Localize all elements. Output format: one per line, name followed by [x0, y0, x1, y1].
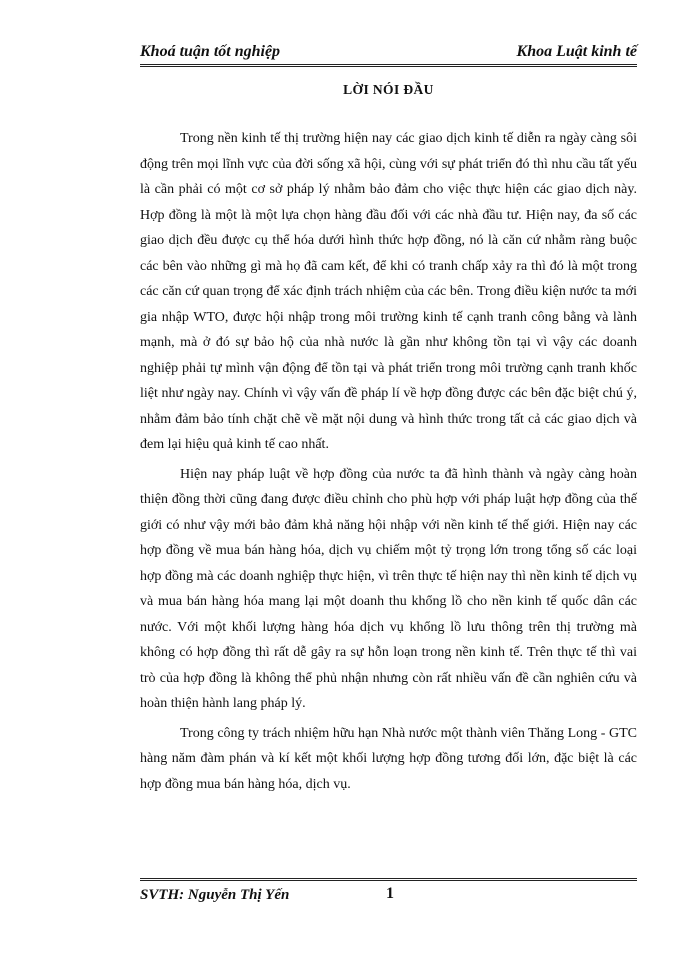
header-faculty-label: Khoa Luật kinh tế [516, 43, 637, 60]
paragraph-1: Trong nền kinh tế thị trường hiện nay các giao dịch kinh tế diễn ra ngày càng sôi động trên mọi lĩnh vực của đời sống xã hội, cùng với sự phát triển đó thì nhu cầu tất yếu là cần phải có một cơ sở pháp lý nhằm bảo đảm cho việc thực hiện các giao dịch này. Hợp đồng là một là một lựa chọn hàng đầu đối với các nhà đầu tư. Hiện nay, đa số các giao dịch đều được cụ thể hóa dưới hình thức hợp đồng, nó là căn cứ nhằm ràng buộc các bên vào những gì mà họ đã cam kết, để khi có tranh chấp xảy ra thì đó là một trong các căn cứ quan trọng để xác định trách nhiệm của các bên. Trong điều kiện nước ta mới gia nhập WTO, được hội nhập trong môi trường kinh tế cạnh tranh công bằng và lành mạnh, mà ở đó sự bảo hộ của nhà nước là gần như không tồn tại vì vậy các doanh nghiệp phải tự mình vận động để tồn tại và phát triển trong môi trường cạnh tranh khốc liệt như ngày nay. Chính vì vậy vấn đề pháp lí về hợp đồng được các bên đặc biệt chú ý, nhằm đảm bảo tính chặt chẽ về mặt nội dung và hình thức trong tất cả các giao dịch và đem lại hiệu quả kinh tế cao nhất. [140, 131, 637, 452]
page-header [140, 38, 637, 67]
page-title: LỜI NÓI ĐẦU [343, 82, 434, 97]
document-body [140, 126, 637, 801]
footer-author: SVTH: Nguyễn Thị Yến [140, 887, 290, 903]
header-thesis-label: Khoá tuận tốt nghiệp [140, 43, 281, 60]
paragraph-2: Hiện nay pháp luật về hợp đồng của nước ta đã hình thành và ngày càng hoàn thiện đồng thời cũng đang được điều chỉnh cho phù hợp với pháp luật hợp đồng của thế giới có như vậy mới bảo đảm khả năng hội nhập với nền kinh tế thế giới. Hiện nay các hợp đồng về mua bán hàng hóa, dịch vụ chiếm một tỷ trọng lớn trong tổng số các loại hợp đồng mà các doanh nghiệp thực hiện, vì trên thực tế hiện nay thì nền kinh tế dịch vụ và mua bán hàng hóa mang lại một doanh thu khổng lồ cho nền kinh tế quốc dân các nước. Với một khối lượng hàng hóa dịch vụ khổng lồ lưu thông trên thị trường mà không có hợp đồng thì rất dễ gây ra sự hỗn loạn trong nền kinh tế. Trên thực tế thì vai trò của hợp đồng là không thể phủ nhận nhưng còn rất nhiều vấn đề cần nghiên cứu và hoàn thiện hành lang pháp lý. [140, 466, 637, 711]
page-footer [140, 878, 637, 909]
page-number: 1 [386, 885, 394, 902]
paragraph-3: Trong công ty trách nhiệm hữu hạn Nhà nước một thành viên Thăng Long - GTC hàng năm đàm phán và kí kết một khối lượng hợp đồng tương đối lớn, đặc biệt là các hợp đồng mua bán hàng hóa, dịch vụ. [140, 725, 637, 792]
